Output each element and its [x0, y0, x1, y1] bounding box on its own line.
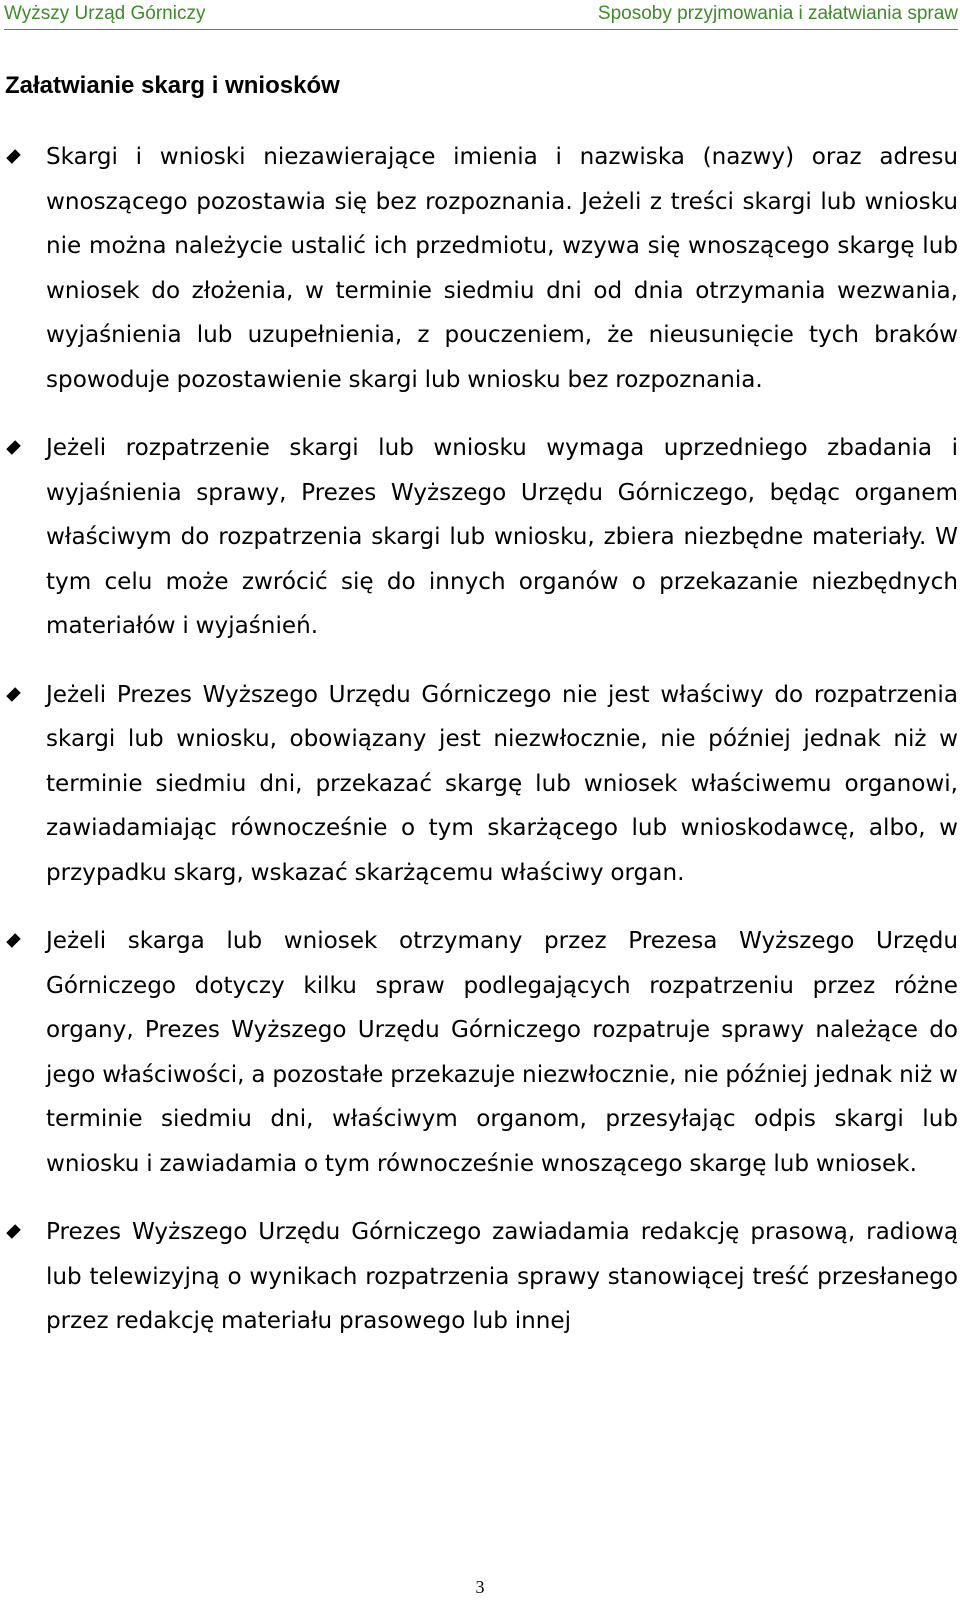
diamond-bullet-icon — [6, 149, 21, 164]
list-item-text: Prezes Wyższego Urzędu Górniczego zawiadamia redakcję prasową, radiową lub telewizyjną o wynikach rozpatrzenia sprawy stanowiącej treść przesłanego przez redakcję materiału prasowego lub innej — [46, 1219, 958, 1334]
list-item-text: Jeżeli rozpatrzenie skargi lub wniosku wymaga uprzedniego zbadania i wyjaśnienia sprawy, Prezes Wyższego Urzędu Górniczego, będąc organem właściwym do rozpatrzenia skargi lub wniosku, zbiera niezbędne materiały. W tym celu może zwrócić się do innych organów o przekazanie niezbędnych materiałów i wyjaśnień. — [46, 435, 958, 639]
list-item — [0, 135, 958, 402]
header-institution: Wyższy Urząd Górniczy — [4, 3, 206, 24]
list-item — [0, 1210, 958, 1344]
section-title: Załatwianie skarg i wniosków — [5, 72, 340, 99]
list-item — [0, 919, 958, 1186]
list-item-text: Jeżeli skarga lub wniosek otrzymany przez Prezesa Wyższego Urzędu Górniczego dotyczy kilku spraw podlegających rozpatrzeniu przez różne organy, Prezes Wyższego Urzędu Górniczego rozpatruje sprawy należące do jego właściwości, a pozostałe przekazuje niezwłocznie, nie później jednak niż w terminie siedmiu dni, właściwym organom, przesyłając odpis skargi lub wniosku i zawiadamia o tym równocześnie wnoszącego skargę lub wniosek. — [46, 928, 958, 1177]
list-item-text: Jeżeli Prezes Wyższego Urzędu Górniczego nie jest właściwy do rozpatrzenia skargi lub wniosku, obowiązany jest niezwłocznie, nie później jednak niż w terminie siedmiu dni, przekazać skargę lub wniosek właściwemu organowi, zawiadamiając równocześnie o tym skarżącego lub wnioskodawcę, albo, w przypadku skarg, wskazać skarżącemu właściwy organ. — [46, 681, 958, 886]
list-item — [0, 426, 958, 649]
diamond-bullet-icon — [6, 440, 21, 455]
diamond-bullet-icon — [6, 933, 21, 948]
page-header — [4, 3, 958, 30]
page-number: 3 — [475, 1577, 485, 1597]
diamond-bullet-icon — [6, 687, 21, 702]
list-item-text: Skargi i wnioski niezawierające imienia i nazwiska (nazwy) oraz adresu wnoszącego pozostawia się bez rozpoznania. Jeżeli z treści skargi lub wniosku nie można należycie ustalić ich przedmiotu, wzywa się wnoszącego skargę lub wniosek do złożenia, w terminie siedmiu dni od dnia otrzymania wezwania, wyjaśnienia lub uzupełnienia, z pouczeniem, że nieusunięcie tych braków spowoduje pozostawienie skargi lub wniosku bez rozpoznania. — [46, 144, 958, 393]
list-item — [0, 673, 958, 896]
diamond-bullet-icon — [6, 1224, 21, 1239]
bullet-list — [0, 135, 958, 1368]
header-document-title: Sposoby przyjmowania i załatwiania spraw — [597, 3, 958, 24]
